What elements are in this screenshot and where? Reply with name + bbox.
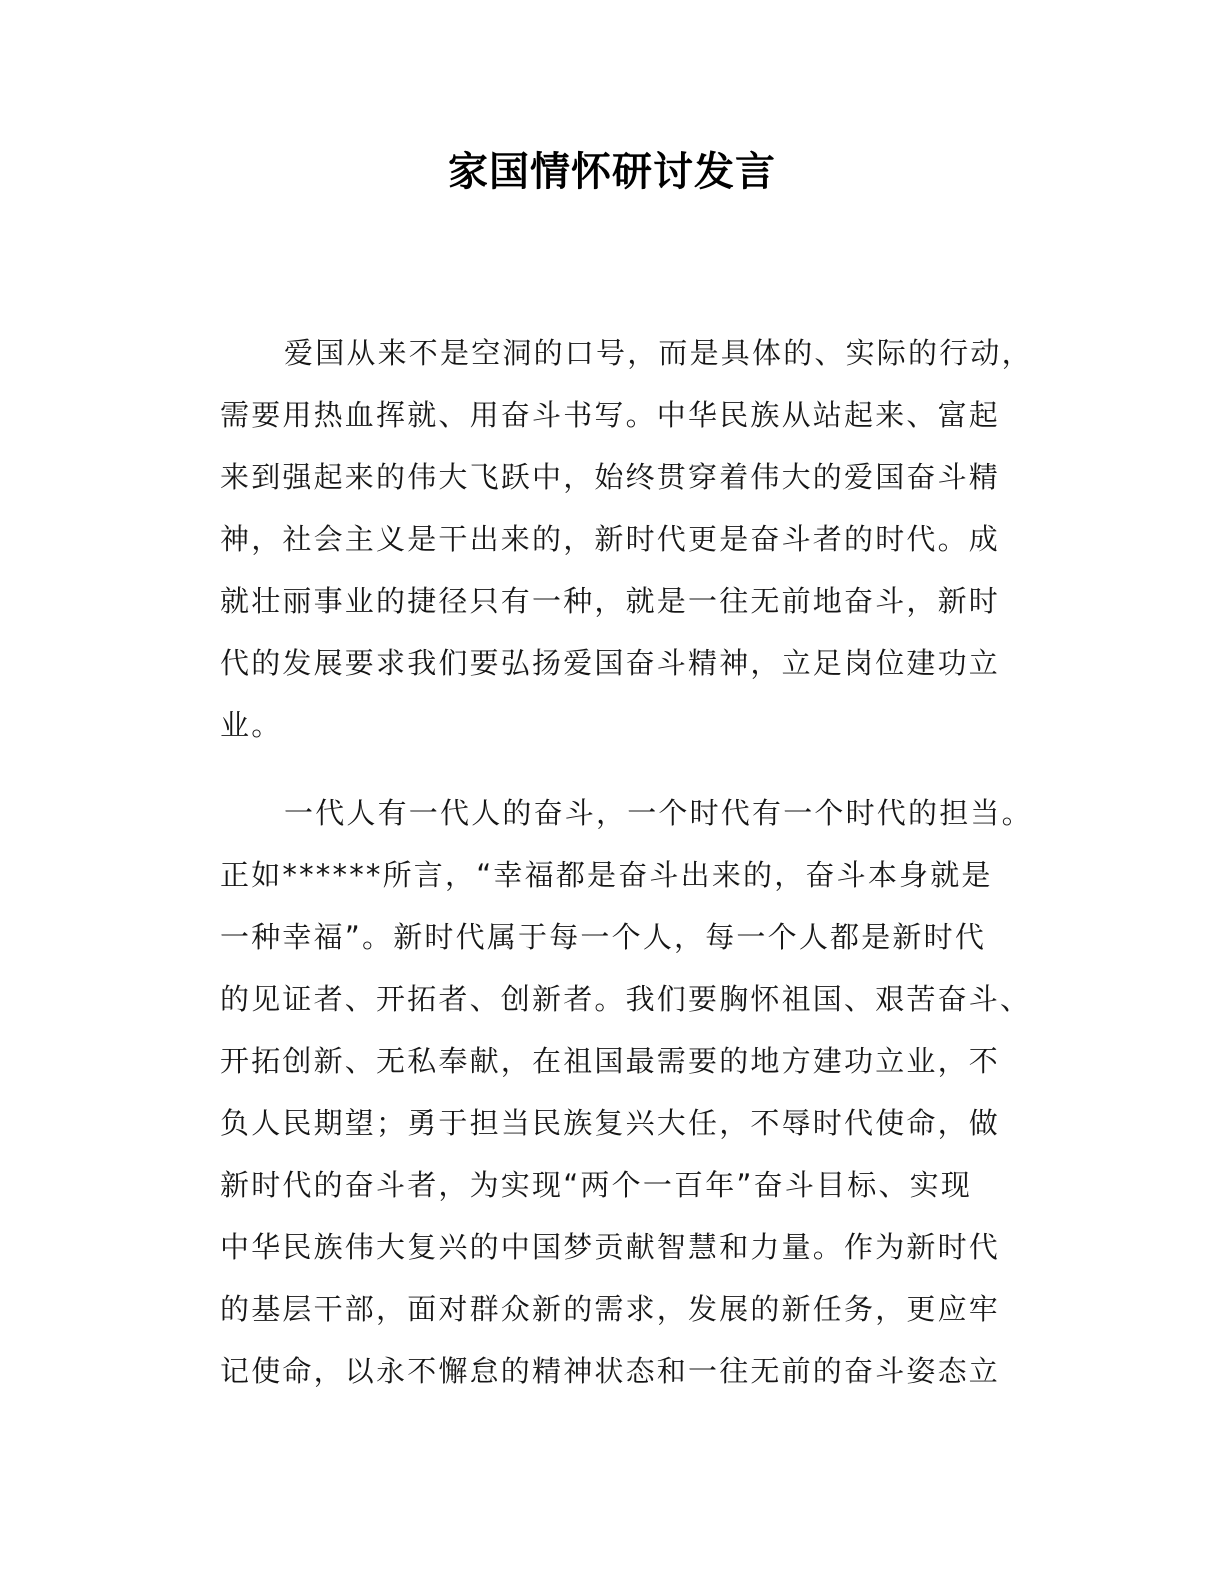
paragraph-line: 来到强起来的伟大飞跃中，始终贯穿着伟大的爱国奋斗精 [220,460,1001,494]
paragraph-line: 业。 [220,708,283,742]
paragraph-line: 新时代的奋斗者，为实现“两个一百年”奋斗目标、实现 [220,1168,973,1202]
paragraph-line: 中华民族伟大复兴的中国梦贡献智慧和力量。作为新时代 [220,1230,1001,1264]
paragraph-line: 代的发展要求我们要弘扬爱国奋斗精神，立足岗位建功立 [220,646,1001,680]
paragraph-line: 一种幸福”。新时代属于每一个人，每一个人都是新时代 [220,920,987,954]
paragraph-line: 记使命，以永不懈怠的精神状态和一往无前的奋斗姿态立 [220,1354,1001,1388]
paragraph-line: 开拓创新、无私奉献，在祖国最需要的地方建功立业，不 [220,1044,1001,1078]
paragraph-line: 正如******所言，“幸福都是奋斗出来的，奋斗本身就是 [220,858,993,892]
document-body [220,322,1033,1402]
paragraph-line: 的基层干部，面对群众新的需求，发展的新任务，更应牢 [220,1292,1001,1326]
paragraph-line: 需要用热血挥就、用奋斗书写。中华民族从站起来、富起 [220,398,1001,432]
document-title: 家国情怀研讨发言 [448,148,776,195]
paragraph-line: 神，社会主义是干出来的，新时代更是奋斗者的时代。成 [220,522,1001,556]
paragraph-line: 就壮丽事业的捷径只有一种，就是一往无前地奋斗，新时 [220,584,1001,618]
paragraph-line: 爱国从来不是空洞的口号，而是具体的、实际的行动， [284,336,1033,370]
paragraph-line: 的见证者、开拓者、创新者。我们要胸怀祖国、艰苦奋斗、 [220,982,1032,1016]
paragraph-line: 负人民期望；勇于担当民族复兴大任，不辱时代使命，做 [220,1106,1001,1140]
paragraph-line: 一代人有一代人的奋斗，一个时代有一个时代的担当。 [284,796,1033,830]
paragraph-2 [220,782,1033,1402]
paragraph-1 [220,322,1033,756]
